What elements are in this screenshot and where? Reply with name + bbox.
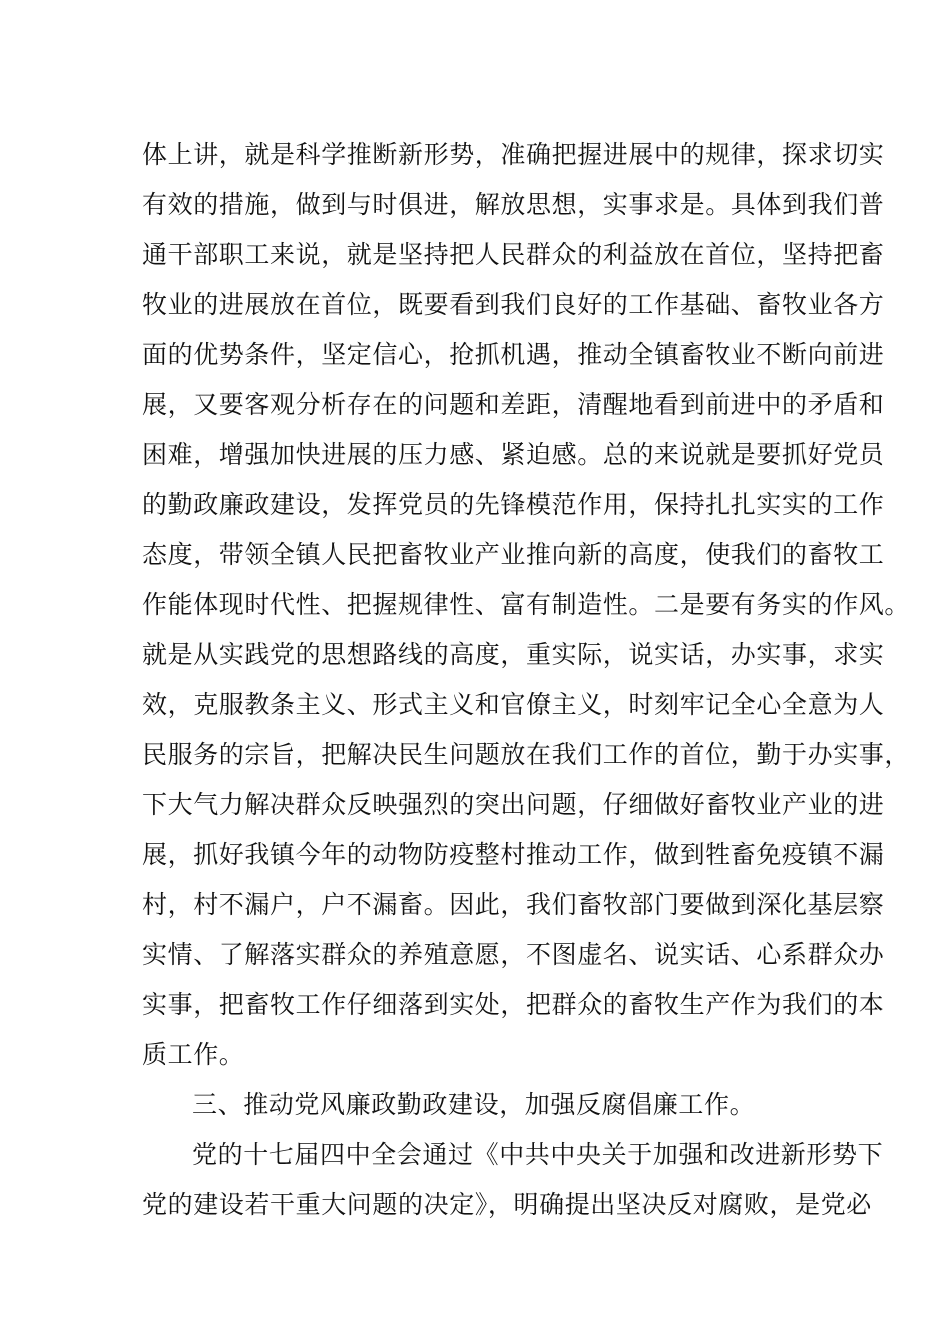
text-line: 实情、了解落实群众的养殖意愿，不图虚名、说实话、心系群众办: [142, 940, 885, 969]
text-line: 态度，带领全镇人民把畜牧业产业推向新的高度，使我们的畜牧工: [142, 540, 885, 569]
text-line: 通干部职工来说，就是坚持把人民群众的利益放在首位，坚持把畜: [142, 240, 885, 269]
text-line: 有效的措施，做到与时俱进，解放思想，实事求是。具体到我们普: [142, 190, 885, 219]
text-line: 面的优势条件，坚定信心，抢抓机遇，推动全镇畜牧业不断向前进: [142, 340, 885, 369]
text-line: 展，又要客观分析存在的问题和差距，清醒地看到前进中的矛盾和: [142, 390, 885, 419]
text-line: 效，克服教条主义、形式主义和官僚主义，时刻牢记全心全意为人: [142, 690, 885, 719]
text-line: 民服务的宗旨，把解决民生问题放在我们工作的首位，勤于办实事，: [142, 740, 911, 769]
text-line: 村，村不漏户，户不漏畜。因此，我们畜牧部门要做到深化基层察: [142, 890, 885, 919]
text-line: 党的十七届四中全会通过《中共中央关于加强和改进新形势下: [192, 1140, 884, 1169]
text-line: 体上讲，就是科学推断新形势，准确把握进展中的规律，探求切实: [142, 140, 885, 169]
text-line: 质工作。: [142, 1040, 245, 1069]
text-line: 困难，增强加快进展的压力感、紧迫感。总的来说就是要抓好党员: [142, 440, 885, 469]
text-line: 下大气力解决群众反映强烈的突出问题，仔细做好畜牧业产业的进: [142, 790, 885, 819]
body-text: [142, 130, 911, 1230]
text-line: 牧业的进展放在首位，既要看到我们良好的工作基础、畜牧业各方: [142, 290, 885, 319]
text-line: 的勤政廉政建设，发挥党员的先锋模范作用，保持扎扎实实的工作: [142, 490, 885, 519]
text-line: 实事，把畜牧工作仔细落到实处，把群众的畜牧生产作为我们的本: [142, 990, 885, 1019]
text-line: 作能体现时代性、把握规律性、富有制造性。二是要有务实的作风。: [142, 590, 911, 619]
text-line: 就是从实践党的思想路线的高度，重实际，说实话，办实事，求实: [142, 640, 885, 669]
section-heading: 三、推动党风廉政勤政建设，加强反腐倡廉工作。: [192, 1090, 756, 1119]
text-line: 党的建设若干重大问题的决定》，明确提出坚决反对腐败，是党必: [142, 1190, 872, 1219]
text-line: 展，抓好我镇今年的动物防疫整村推动工作，做到牲畜免疫镇不漏: [142, 840, 885, 869]
